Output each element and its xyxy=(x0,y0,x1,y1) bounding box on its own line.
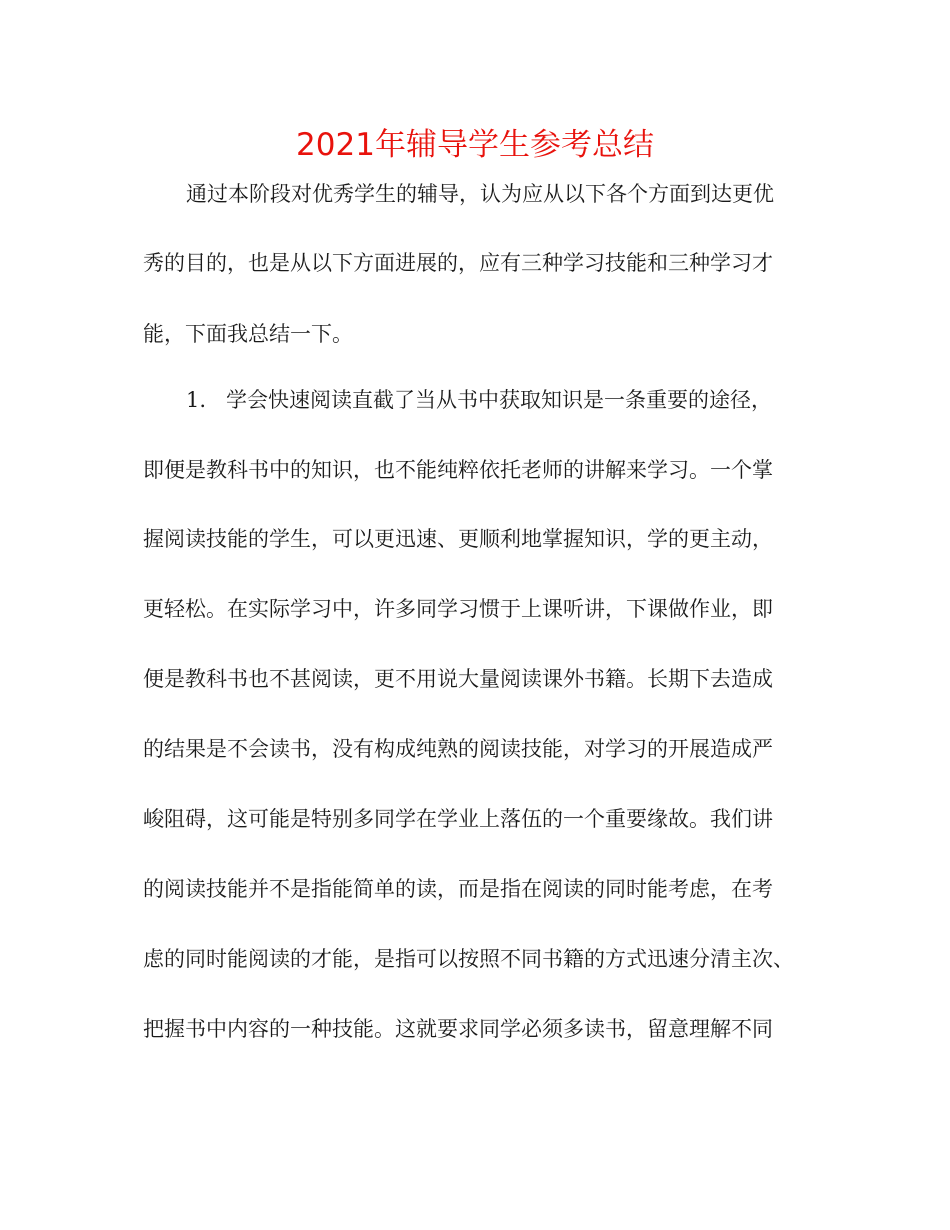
paragraph-line: 秀的目的，也是从以下方面进展的，应有三种学习技能和三种学习才 xyxy=(143,251,773,275)
paragraph-line: 的结果是不会读书，没有构成纯熟的阅读技能，对学习的开展造成严 xyxy=(143,737,773,761)
list-item-line xyxy=(186,384,856,416)
paragraph-line: 把握书中内容的一种技能。这就要求同学必须多读书，留意理解不同 xyxy=(143,1017,773,1041)
paragraph-line: 虑的同时能阅读的才能，是指可以按照不同书籍的方式迅速分清主次、 xyxy=(143,947,794,971)
paragraph-line: 即便是教科书中的知识，也不能纯粹依托老师的讲解来学习。一个掌 xyxy=(143,458,773,482)
paragraph-line: 的阅读技能并不是指能简单的读，而是指在阅读的同时能考虑，在考 xyxy=(143,877,773,901)
list-item-number: 1. xyxy=(186,388,207,412)
list-item-text: 学会快速阅读直截了当从书中获取知识是一条重要的途径， xyxy=(226,388,772,412)
document-title: 2021年辅导学生参考总结 xyxy=(296,127,654,163)
paragraph-line: 更轻松。在实际学习中，许多同学习惯于上课听讲，下课做作业，即 xyxy=(143,597,773,621)
paragraph-line: 峻阻碍，这可能是特别多同学在学业上落伍的一个重要缘故。我们讲 xyxy=(143,807,773,831)
paragraph-line: 通过本阶段对优秀学生的辅导，认为应从以下各个方面到达更优 xyxy=(186,182,774,206)
paragraph-line: 能，下面我总结一下。 xyxy=(143,322,353,346)
paragraph-line: 便是教科书也不甚阅读，更不用说大量阅读课外书籍。长期下去造成 xyxy=(143,667,773,691)
paragraph-line: 握阅读技能的学生，可以更迅速、更顺利地掌握知识，学的更主动， xyxy=(143,527,773,551)
